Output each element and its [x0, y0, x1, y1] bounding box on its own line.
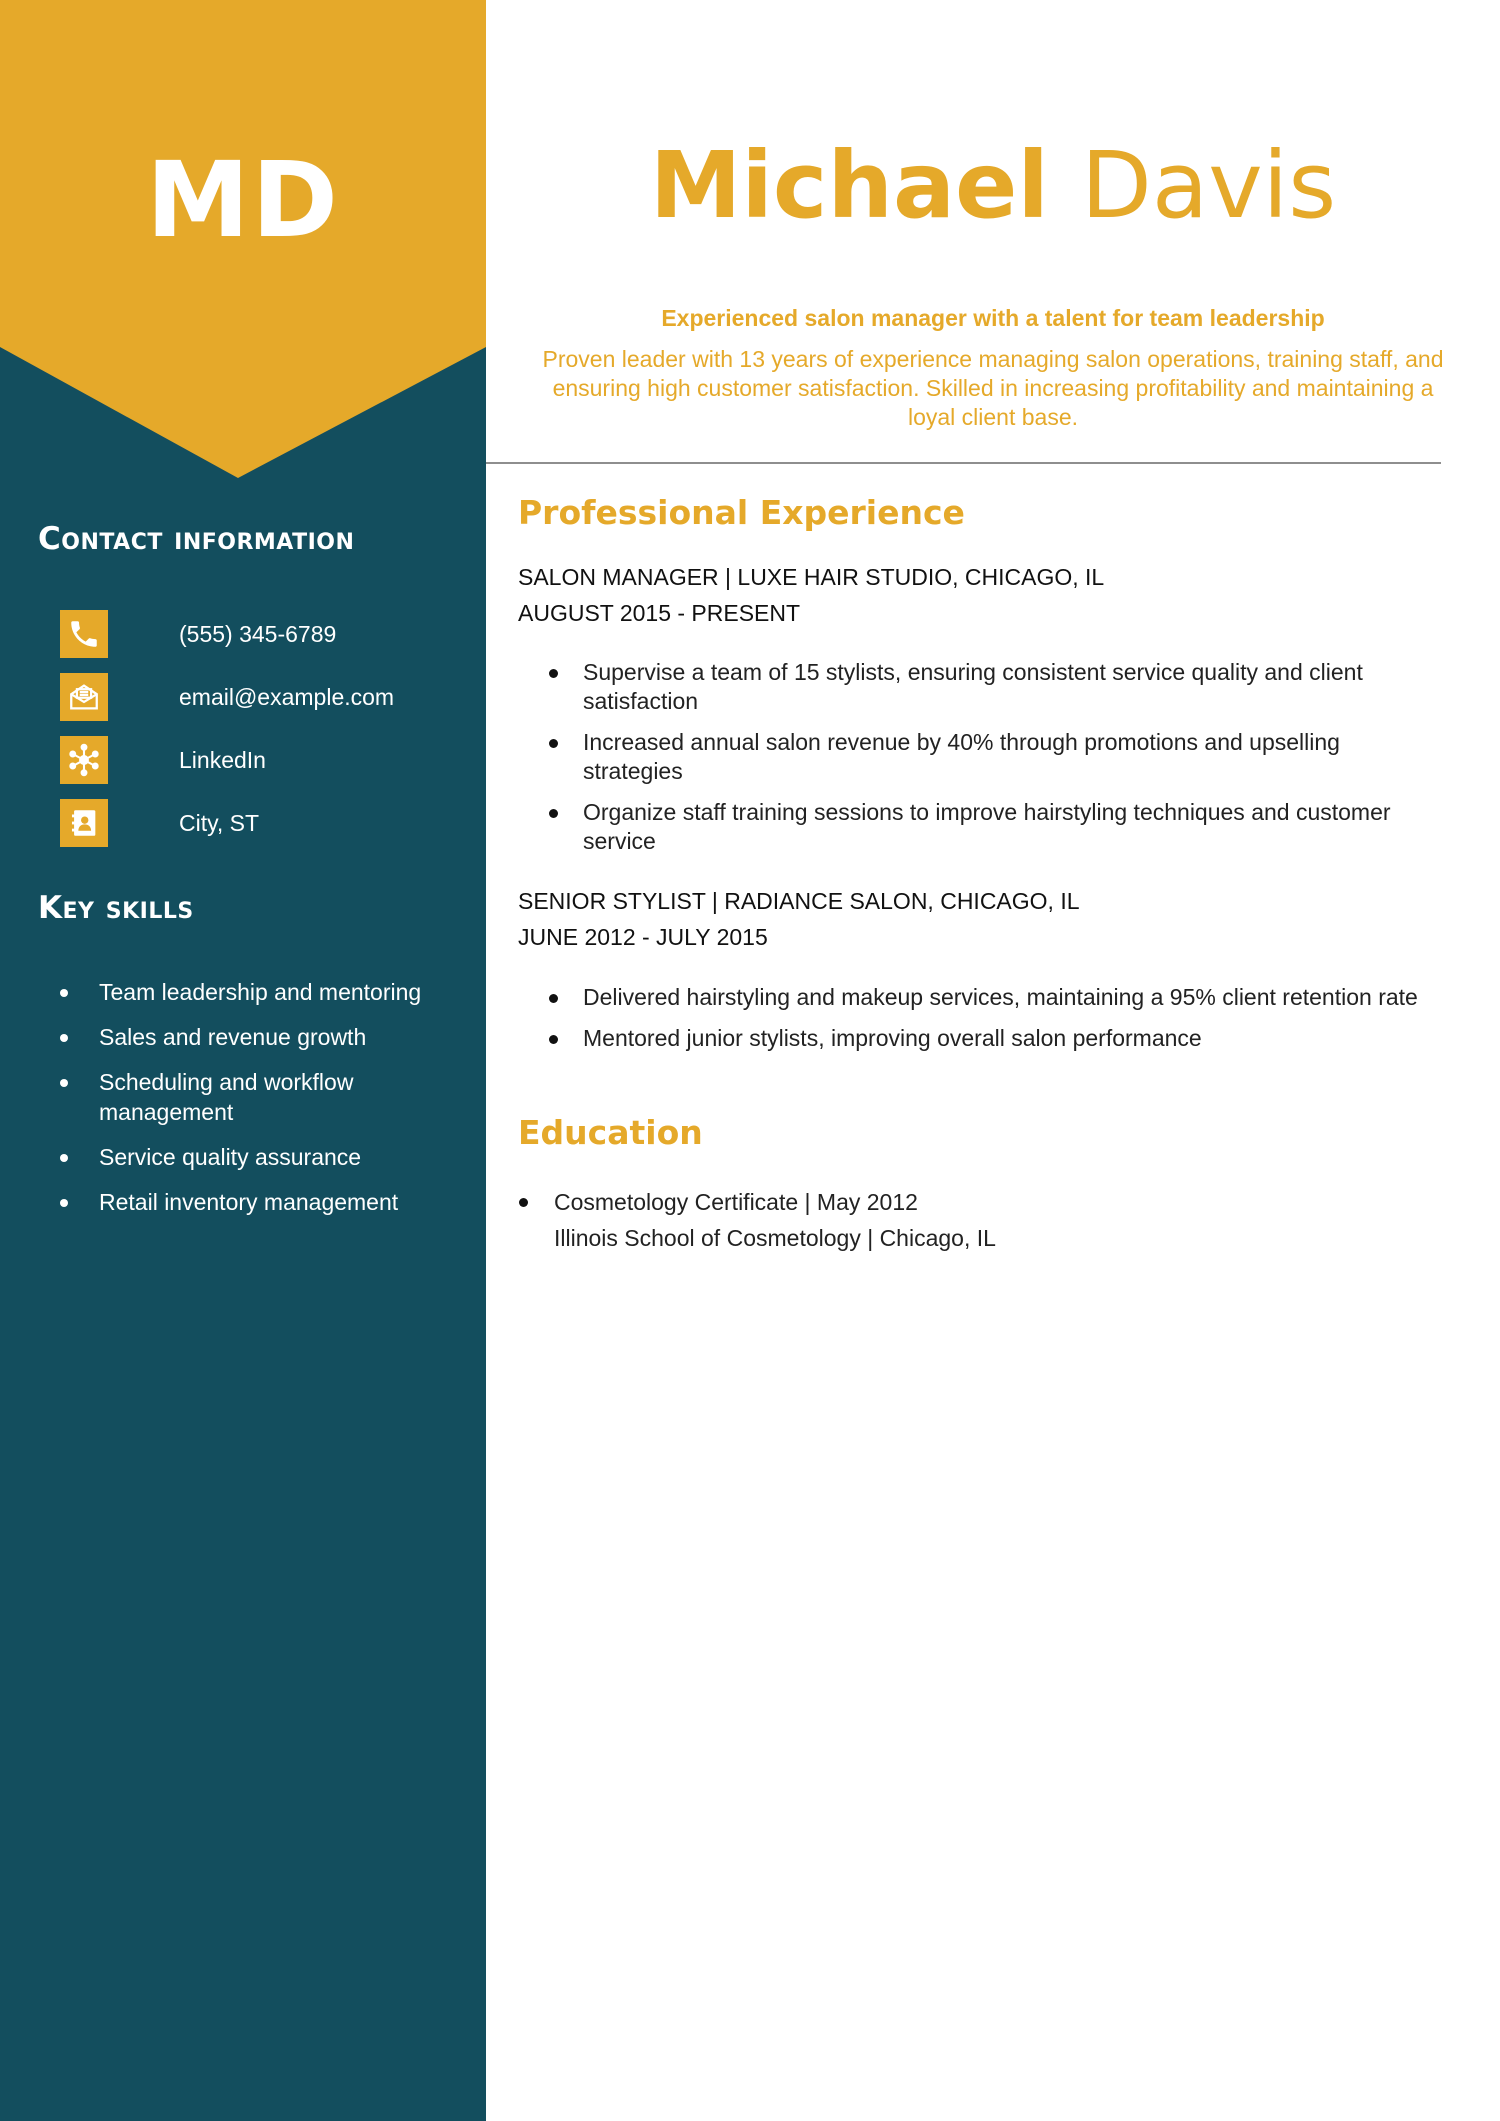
- contact-email: [60, 673, 394, 721]
- job-bullet: Organize staff training sessions to improve hairstyling techniques and customer service: [546, 798, 1426, 856]
- education-heading: Education: [518, 1113, 703, 1152]
- job-dates: JUNE 2012 - JULY 2015: [518, 924, 768, 950]
- phone-text[interactable]: (555) 345-6789: [179, 620, 337, 647]
- contact-phone: [60, 610, 394, 658]
- job-bullet: Delivered hairstyling and makeup services, maintaining a 95% client retention rate: [546, 983, 1426, 1012]
- job-heading: [518, 559, 1104, 631]
- job-title: SALON MANAGER | LUXE HAIR STUDIO, CHICAGO, IL: [518, 564, 1105, 590]
- skill-item: Retail inventory management: [58, 1187, 458, 1217]
- job-bullets: [546, 658, 1426, 868]
- contact-heading: Contact information: [38, 521, 355, 557]
- job-dates: AUGUST 2015 - PRESENT: [518, 600, 801, 626]
- job-title: SENIOR STYLIST | RADIANCE SALON, CHICAGO, IL: [518, 888, 1080, 914]
- phone-icon: [60, 610, 108, 658]
- skill-item: Team leadership and mentoring: [58, 977, 458, 1007]
- email-text[interactable]: email@example.com: [179, 683, 395, 710]
- address-book-icon: [60, 799, 108, 847]
- skill-item: Sales and revenue growth: [58, 1022, 458, 1052]
- job-bullet: Supervise a team of 15 stylists, ensuring consistent service quality and client satisfaction: [546, 658, 1426, 716]
- sidebar: [0, 0, 486, 2121]
- job-bullet: Mentored junior stylists, improving overall salon performance: [546, 1024, 1426, 1053]
- linkedin-text[interactable]: LinkedIn: [179, 746, 266, 773]
- monogram-initials: MD: [146, 139, 340, 261]
- education-school: Illinois School of Cosmetology | Chicago, IL: [554, 1225, 996, 1251]
- experience-heading: Professional Experience: [518, 493, 965, 532]
- first-name: Michael: [649, 132, 1049, 239]
- full-name: [486, 132, 1500, 239]
- contact-list: [60, 610, 394, 862]
- header-divider: [486, 462, 1441, 464]
- last-name: Davis: [1081, 132, 1337, 239]
- skills-list: [58, 977, 458, 1232]
- contact-linkedin: [60, 736, 394, 784]
- education-list: [516, 1184, 1416, 1256]
- email-icon: [60, 673, 108, 721]
- job-heading: [518, 883, 1080, 955]
- location-text: City, ST: [179, 809, 260, 836]
- education-credential: Cosmetology Certificate | May 2012: [554, 1189, 918, 1215]
- tagline: Experienced salon manager with a talent for team leadership: [661, 305, 1325, 331]
- main-content: [486, 0, 1500, 2121]
- skill-item: Scheduling and workflow management: [58, 1067, 458, 1127]
- education-item: [516, 1184, 1416, 1256]
- skill-item: Service quality assurance: [58, 1142, 458, 1172]
- network-icon: [60, 736, 108, 784]
- contact-location: [60, 799, 394, 847]
- job-bullets: [546, 983, 1426, 1065]
- summary: Proven leader with 13 years of experience managing salon operations, training staff, and ensuring high customer satisfaction. Skilled in increasing profitability and maintaining a loyal client base.: [542, 346, 1444, 430]
- skills-heading: Key skills: [38, 890, 194, 926]
- job-bullet: Increased annual salon revenue by 40% through promotions and upselling strategies: [546, 728, 1426, 786]
